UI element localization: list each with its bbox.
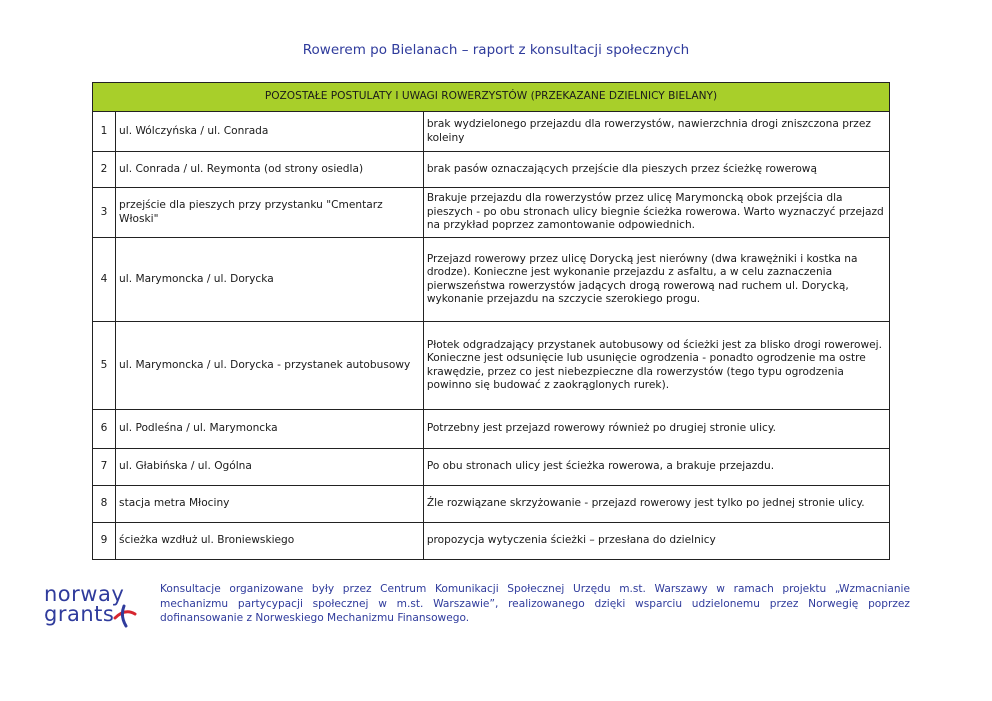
footer-note: Konsultacje organizowane były przez Centrum Komunikacji Społecznej Urzędu m.st. Warszawy w ramach projektu „Wzmacnianie mechanizmu partycypacji społecznej w m.st. Warszawie”, realizowanego dzięki wsparciu udzielonemu przez Norwegię poprzez dofinansowanie z Norweskiego Mechanizmu Finansowego. [160, 583, 910, 624]
norway-grants-logo [40, 582, 150, 632]
row-note: brak pasów oznaczających przejście dla pieszych przez ścieżkę rowerową [423, 152, 889, 188]
norway-cross-icon [112, 602, 138, 628]
table-row [93, 322, 890, 410]
row-number: 6 [93, 410, 116, 449]
table-row [93, 188, 890, 238]
row-location: ul. Głabińska / ul. Ogólna [116, 449, 424, 486]
row-note: Potrzebny jest przejazd rowerowy również po drugiej stronie ulicy. [423, 410, 889, 449]
row-number: 7 [93, 449, 116, 486]
row-note: Płotek odgradzający przystanek autobusowy od ścieżki jest za blisko drogi rowerowej. Konieczne jest odsunięcie lub usunięcie ogrodzenia - ponadto ogrodzenie ma ostre krawędzie, przez co jest niebezpieczne dla rowerzystów (tego typu ogrodzenia powinno się budować z zaokrąglonych rurek). [423, 322, 889, 410]
row-number: 3 [93, 188, 116, 238]
row-number: 9 [93, 523, 116, 560]
table-row [93, 238, 890, 322]
row-number: 2 [93, 152, 116, 188]
table-row [93, 152, 890, 188]
table-row [93, 449, 890, 486]
page-title: Rowerem po Bielanach – raport z konsultacji społecznych [302, 42, 690, 58]
logo-word-norway: norway [44, 582, 125, 606]
row-note: Przejazd rowerowy przez ulicę Dorycką jest nierówny (dwa krawężniki i kostka na drodze). Konieczne jest wykonanie przejazdu z asfaltu, a w celu zaznaczenia pierwszeństwa rowerzystów jadących drogą rowerową nad ruchem ul. Dorycką, wykonanie przejazdu na szczycie szerokiego progu. [423, 238, 889, 322]
row-location: stacja metra Młociny [116, 486, 424, 523]
table-row [93, 112, 890, 152]
row-location: ul. Podleśna / ul. Marymoncka [116, 410, 424, 449]
row-location: ul. Marymoncka / ul. Dorycka [116, 238, 424, 322]
row-number: 1 [93, 112, 116, 152]
row-location: przejście dla pieszych przy przystanku "Cmentarz Włoski" [116, 188, 424, 238]
row-location: ul. Wólczyńska / ul. Conrada [116, 112, 424, 152]
table-row [93, 410, 890, 449]
row-note: propozycja wytyczenia ścieżki – przesłana do dzielnicy [423, 523, 889, 560]
row-number: 5 [93, 322, 116, 410]
row-number: 8 [93, 486, 116, 523]
row-note: brak wydzielonego przejazdu dla rowerzystów, nawierzchnia drogi zniszczona przez koleiny [423, 112, 889, 152]
row-number: 4 [93, 238, 116, 322]
logo-word-grants: grants [44, 602, 115, 626]
row-location: ul. Marymoncka / ul. Dorycka - przystanek autobusowy [116, 322, 424, 410]
table-header: POZOSTAŁE POSTULATY I UWAGI ROWERZYSTÓW (PRZEKAZANE DZIELNICY BIELANY) [93, 83, 890, 112]
table-row [93, 486, 890, 523]
row-note: Po obu stronach ulicy jest ścieżka rowerowa, a brakuje przejazdu. [423, 449, 889, 486]
row-location: ścieżka wzdłuż ul. Broniewskiego [116, 523, 424, 560]
row-note: Źle rozwiązane skrzyżowanie - przejazd rowerowy jest tylko po jednej stronie ulicy. [423, 486, 889, 523]
footer [40, 582, 910, 632]
row-note: Brakuje przejazdu dla rowerzystów przez ulicę Marymoncką obok przejścia dla pieszych - po obu stronach ulicy biegnie ścieżka rowerowa. Warto wyznaczyć przejazd na przykład poprzez zamontowanie odpowiednich. [423, 188, 889, 238]
row-location: ul. Conrada / ul. Reymonta (od strony osiedla) [116, 152, 424, 188]
postulates-table [92, 82, 890, 560]
table-row [93, 523, 890, 560]
